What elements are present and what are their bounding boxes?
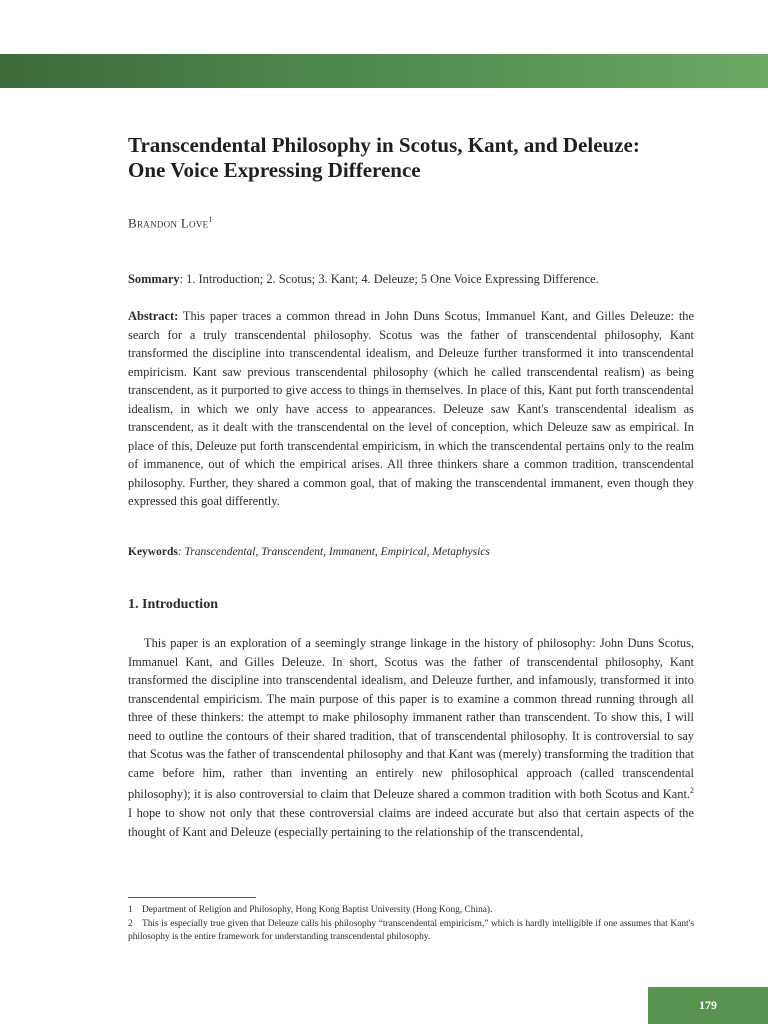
footnote-1 xyxy=(128,904,694,918)
footnote-2-text: This is especially true given that Deleuze calls his philosophy “transcendental empiricism,” which is hardly intelligible if one assumes that Kant's philosophy is the entire framework for understanding transcendental philosophy. xyxy=(128,918,694,942)
page-number-box xyxy=(648,987,768,1024)
header-band xyxy=(0,54,768,88)
footnote-2 xyxy=(128,918,694,945)
intro-footnote-mark[interactable]: 2 xyxy=(690,786,694,796)
keywords-label: Keywords xyxy=(128,546,178,558)
summary-label: Sommary xyxy=(128,272,180,286)
article-title xyxy=(128,133,694,183)
footnotes xyxy=(128,904,694,945)
abstract-text: This paper traces a common thread in John Duns Scotus, Immanuel Kant, and Gilles Deleuze: the search for a truly transcendental philosophy. Scotus was the father of transcendental philosophy, Kant transformed the discipline into transcendental idealism, and Deleuze further transformed it into transcendental empiricism. Kant saw previous transcendental philosophy (which he called transcendental realism) as being transcendent, as it purported to give access to things in themselves. In place of this, Kant put forth transcendental idealism, in which we only have access to appearances. Deleuze saw Kant's transcendental idealism as transcendent, as it dealt with the transcendental on the level of conception, which Deleuze saw as empirical. In place of this, Deleuze put forth transcendental empiricism, in which the transcendental pertains only to the realm of immanence, out of which the empirical arises. All three thinkers share a common tradition, transcendental philosophy. Further, they shared a common goal, that of making the transcendental immanent, even though they expressed this goal differently. xyxy=(128,309,694,508)
footnote-divider xyxy=(128,897,256,898)
keywords-paragraph xyxy=(128,544,694,561)
page-number: 179 xyxy=(699,998,717,1012)
title-line-2: One Voice Expressing Difference xyxy=(128,158,421,182)
summary-text: : 1. Introduction; 2. Scotus; 3. Kant; 4. Deleuze; 5 One Voice Expressing Difference. xyxy=(179,272,599,286)
abstract-paragraph xyxy=(128,307,694,511)
author-line xyxy=(128,215,213,231)
author-footnote-mark[interactable]: 1 xyxy=(208,215,213,224)
author-name: Brandon Love xyxy=(128,215,209,231)
keywords-list: : Transcendental, Transcendent, Immanent, Empirical, Metaphysics xyxy=(177,546,490,558)
intro-text-part-1: This paper is an exploration of a seemingly strange linkage in the history of philosophy: John Duns Scotus, Immanuel Kant, and Gilles Deleuze. In short, Scotus was the father of transcendental philosophy, Kant transformed the discipline into transcendental idealism, and Deleuze further, and infamously, transformed it into transcendental empiricism. The main purpose of this paper is to examine a common thread running through all three of these thinkers: the attempt to make philosophy immanent rather than transcendent. To show this, I will need to outline the contours of their shared tradition, that of transcendental philosophy. It is controversial to say that Scotus was the father of transcendental philosophy and that Kant was (merely) transforming the tradition that came before him, rather than inventing an entirely new philosophical approach (called transcendental philosophy); it is also controversial to claim that Deleuze shared a common tradition with both Scotus and Kant. xyxy=(128,636,694,802)
footnote-1-text: Department of Religion and Philosophy, Hong Kong Baptist University (Hong Kong, China). xyxy=(142,905,493,915)
intro-text-part-2: I hope to show not only that these controversial claims are indeed accurate but also that certain aspects of the thought of Kant and Deleuze (especially pertaining to the relationship of the transcendental, xyxy=(128,806,694,839)
footnote-2-number: 2 xyxy=(128,918,133,929)
summary-paragraph xyxy=(128,270,694,289)
title-line-1: Transcendental Philosophy in Scotus, Kant, and Deleuze: xyxy=(128,133,640,157)
abstract-label: Abstract: xyxy=(128,309,179,323)
footnote-1-number: 1 xyxy=(128,905,133,915)
section-heading-introduction: 1. Introduction xyxy=(128,597,218,612)
introduction-paragraph xyxy=(128,634,694,841)
